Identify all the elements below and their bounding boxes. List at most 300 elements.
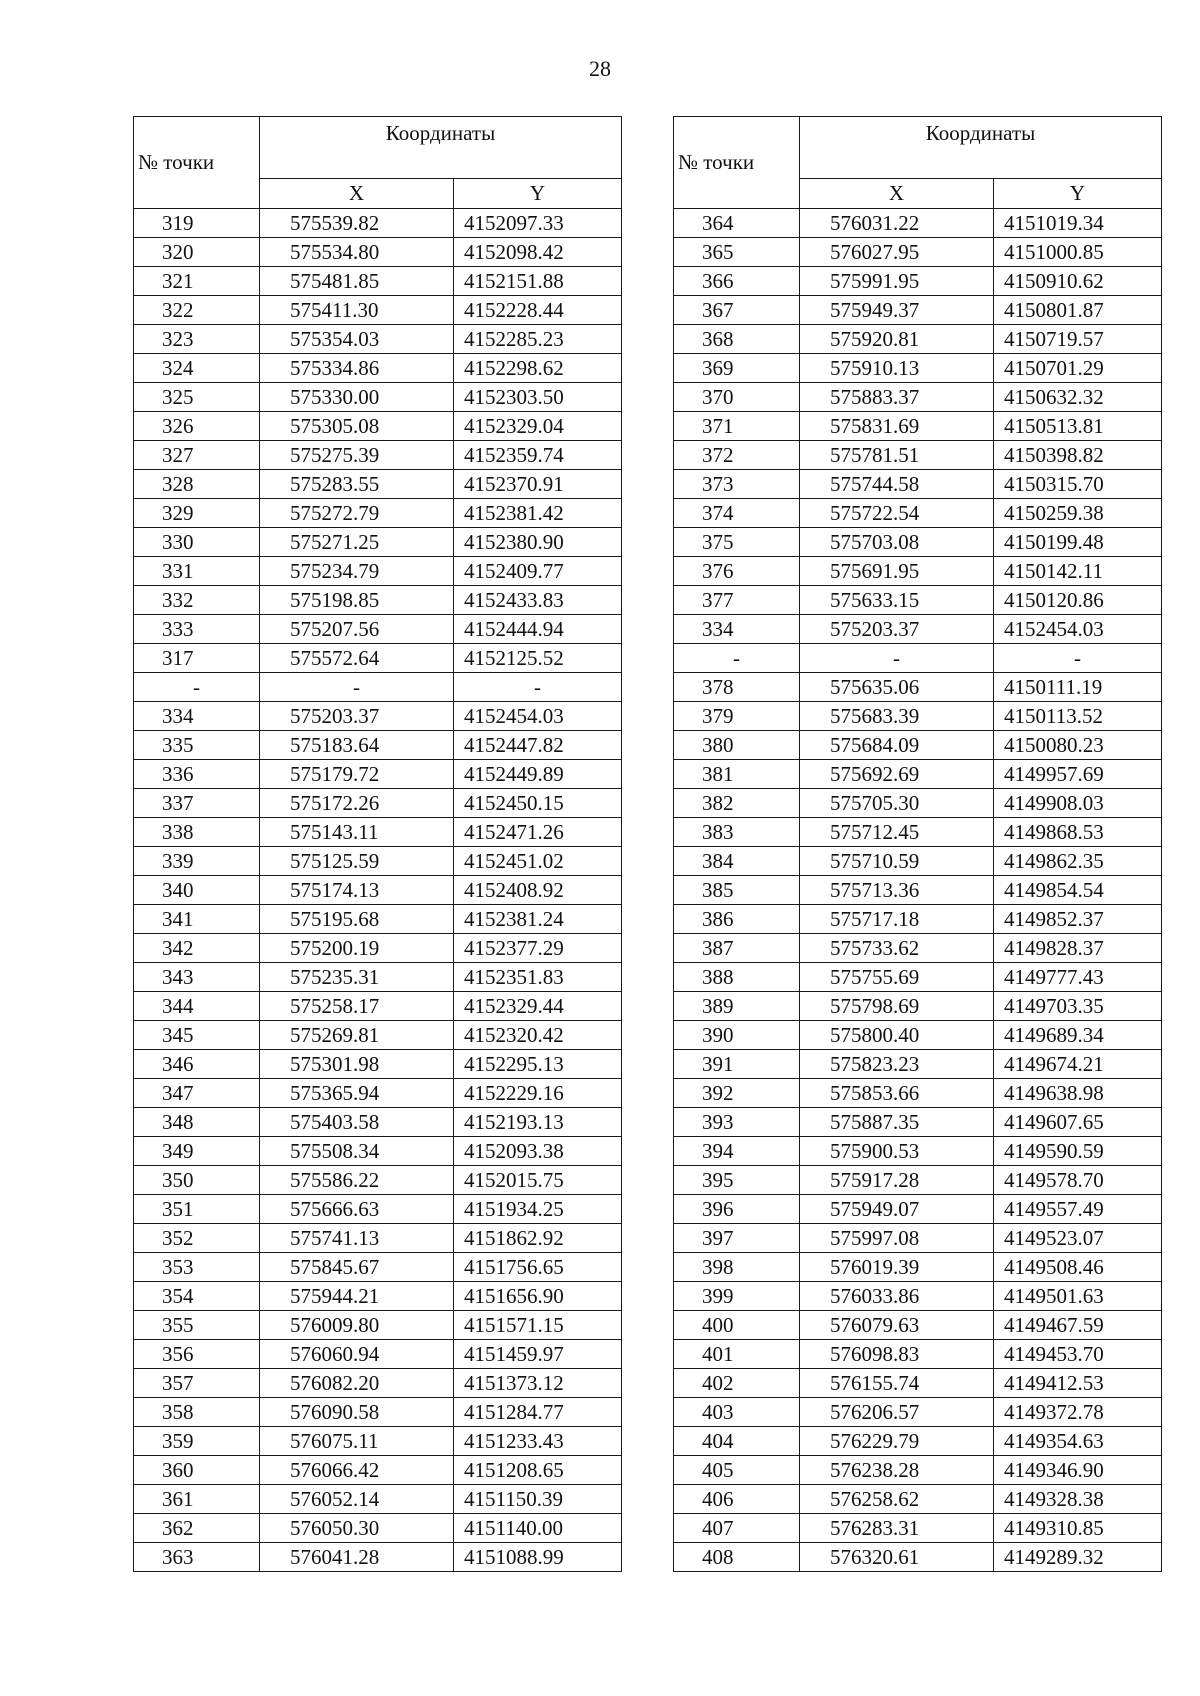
point-number-cell: 394 [674, 1137, 800, 1166]
table-row [674, 963, 1162, 992]
point-number-cell: 381 [674, 760, 800, 789]
table-row [134, 325, 622, 354]
x-coordinate-cell: 575713.36 [800, 876, 994, 905]
y-coordinate-cell: 4152093.38 [454, 1137, 622, 1166]
table-row [674, 702, 1162, 731]
y-coordinate-cell: 4152329.04 [454, 412, 622, 441]
y-coordinate-cell: 4151150.39 [454, 1485, 622, 1514]
point-number-cell: 319 [134, 209, 260, 238]
point-number-cell: 403 [674, 1398, 800, 1427]
y-coordinate-cell: 4152298.62 [454, 354, 622, 383]
point-number-cell: 378 [674, 673, 800, 702]
table-row [674, 1485, 1162, 1514]
table-row [134, 760, 622, 789]
x-coordinate-cell: 576320.61 [800, 1543, 994, 1572]
y-coordinate-cell: 4149590.59 [994, 1137, 1162, 1166]
table-row [134, 1427, 622, 1456]
x-coordinate-cell: 575143.11 [260, 818, 454, 847]
table-row [134, 644, 622, 673]
y-coordinate-cell: 4150315.70 [994, 470, 1162, 499]
table-row [134, 876, 622, 905]
point-number-cell: 371 [674, 412, 800, 441]
y-coordinate-cell: 4149501.63 [994, 1282, 1162, 1311]
x-coordinate-cell: 576066.42 [260, 1456, 454, 1485]
x-coordinate-cell: - [260, 673, 454, 702]
table-row [674, 557, 1162, 586]
point-number-cell: 333 [134, 615, 260, 644]
x-coordinate-cell: 575717.18 [800, 905, 994, 934]
table-row [134, 209, 622, 238]
table-row [674, 470, 1162, 499]
point-number-cell: 330 [134, 528, 260, 557]
point-number-cell: 331 [134, 557, 260, 586]
y-coordinate-cell: 4149777.43 [994, 963, 1162, 992]
point-number-cell: 355 [134, 1311, 260, 1340]
point-number-cell: 370 [674, 383, 800, 412]
point-number-cell: 375 [674, 528, 800, 557]
table-row [134, 1137, 622, 1166]
table-row [674, 325, 1162, 354]
table-row [134, 528, 622, 557]
point-number-cell: 364 [674, 209, 800, 238]
y-coordinate-cell: 4150113.52 [994, 702, 1162, 731]
point-number-cell: 387 [674, 934, 800, 963]
table-row [674, 586, 1162, 615]
point-number-cell: - [674, 644, 800, 673]
x-coordinate-cell: 576041.28 [260, 1543, 454, 1572]
y-coordinate-cell: 4149852.37 [994, 905, 1162, 934]
point-number-cell: 345 [134, 1021, 260, 1050]
x-coordinate-cell: 575283.55 [260, 470, 454, 499]
x-coordinate-cell: 575234.79 [260, 557, 454, 586]
point-number-cell: 323 [134, 325, 260, 354]
y-coordinate-cell: 4152444.94 [454, 615, 622, 644]
table-body-right [674, 209, 1162, 1572]
table-row [134, 296, 622, 325]
point-number-cell: 353 [134, 1253, 260, 1282]
point-number-cell: 343 [134, 963, 260, 992]
y-coordinate-cell: 4151000.85 [994, 238, 1162, 267]
x-coordinate-cell: 575481.85 [260, 267, 454, 296]
y-coordinate-cell: 4149372.78 [994, 1398, 1162, 1427]
y-coordinate-cell: 4152285.23 [454, 325, 622, 354]
table-row [674, 1079, 1162, 1108]
table-row [134, 1543, 622, 1572]
table-row [674, 818, 1162, 847]
table-row [134, 1166, 622, 1195]
point-number-cell: 358 [134, 1398, 260, 1427]
table-row [674, 847, 1162, 876]
x-coordinate-cell: 576258.62 [800, 1485, 994, 1514]
x-coordinate-cell: 575705.30 [800, 789, 994, 818]
x-coordinate-cell: 575633.15 [800, 586, 994, 615]
table-row [674, 499, 1162, 528]
y-coordinate-cell: 4152015.75 [454, 1166, 622, 1195]
x-coordinate-cell: 575365.94 [260, 1079, 454, 1108]
y-coordinate-cell: 4149868.53 [994, 818, 1162, 847]
y-coordinate-cell: 4150199.48 [994, 528, 1162, 557]
table-row [674, 934, 1162, 963]
y-coordinate-cell: 4152359.74 [454, 441, 622, 470]
x-coordinate-cell: 575635.06 [800, 673, 994, 702]
point-number-cell: 399 [674, 1282, 800, 1311]
table-row [674, 1253, 1162, 1282]
y-coordinate-cell: 4151019.34 [994, 209, 1162, 238]
point-number-cell: 392 [674, 1079, 800, 1108]
point-number-cell: 384 [674, 847, 800, 876]
point-number-cell: 334 [674, 615, 800, 644]
x-coordinate-cell: 575203.37 [260, 702, 454, 731]
x-coordinate-cell: 575272.79 [260, 499, 454, 528]
y-coordinate-cell: 4152471.26 [454, 818, 622, 847]
point-number-cell: 335 [134, 731, 260, 760]
point-number-cell: 360 [134, 1456, 260, 1485]
y-coordinate-cell: 4149557.49 [994, 1195, 1162, 1224]
x-coordinate-cell: 576033.86 [800, 1282, 994, 1311]
point-number-cell: 365 [674, 238, 800, 267]
y-coordinate-cell: 4152097.33 [454, 209, 622, 238]
point-number-cell: 372 [674, 441, 800, 470]
x-coordinate-cell: 575703.08 [800, 528, 994, 557]
y-coordinate-cell: 4152151.88 [454, 267, 622, 296]
x-coordinate-cell: 575183.64 [260, 731, 454, 760]
y-coordinate-cell: 4152409.77 [454, 557, 622, 586]
point-number-cell: 346 [134, 1050, 260, 1079]
table-row [674, 528, 1162, 557]
point-number-cell: 391 [674, 1050, 800, 1079]
point-number-cell: 362 [134, 1514, 260, 1543]
x-coordinate-cell: 575944.21 [260, 1282, 454, 1311]
point-number-cell: 349 [134, 1137, 260, 1166]
x-coordinate-cell: 575722.54 [800, 499, 994, 528]
y-coordinate-cell: 4150910.62 [994, 267, 1162, 296]
table-row [674, 1456, 1162, 1485]
y-coordinate-cell: 4149908.03 [994, 789, 1162, 818]
table-row [134, 1311, 622, 1340]
table-row [134, 586, 622, 615]
point-number-cell: 326 [134, 412, 260, 441]
x-coordinate-cell: 575539.82 [260, 209, 454, 238]
table-row [674, 383, 1162, 412]
y-coordinate-cell: 4149354.63 [994, 1427, 1162, 1456]
x-coordinate-cell: 576027.95 [800, 238, 994, 267]
point-number-cell: 408 [674, 1543, 800, 1572]
x-coordinate-cell: 576019.39 [800, 1253, 994, 1282]
point-number-cell: 340 [134, 876, 260, 905]
table-row [674, 1369, 1162, 1398]
x-coordinate-cell: 576283.31 [800, 1514, 994, 1543]
point-number-cell: 366 [674, 267, 800, 296]
x-header: X [260, 179, 454, 209]
table-row [134, 1514, 622, 1543]
point-number-cell: 373 [674, 470, 800, 499]
point-number-cell: - [134, 673, 260, 702]
table-row [674, 1021, 1162, 1050]
x-coordinate-cell: 575666.63 [260, 1195, 454, 1224]
table-row [134, 354, 622, 383]
y-coordinate-cell: 4149467.59 [994, 1311, 1162, 1340]
point-number-cell: 359 [134, 1427, 260, 1456]
table-row [134, 470, 622, 499]
table-row [134, 1021, 622, 1050]
table-row [674, 296, 1162, 325]
y-coordinate-cell: 4151934.25 [454, 1195, 622, 1224]
page-number: 28 [589, 56, 611, 81]
table-row [134, 383, 622, 412]
x-coordinate-cell: 575174.13 [260, 876, 454, 905]
point-number-cell: 374 [674, 499, 800, 528]
y-coordinate-cell: 4151656.90 [454, 1282, 622, 1311]
x-coordinate-cell: 575271.25 [260, 528, 454, 557]
point-number-cell: 382 [674, 789, 800, 818]
y-header: Y [454, 179, 622, 209]
x-coordinate-cell: 575305.08 [260, 412, 454, 441]
coordinates-header: Координаты [260, 117, 622, 179]
x-coordinate-cell: 575203.37 [800, 615, 994, 644]
point-number-cell: 398 [674, 1253, 800, 1282]
x-header: X [800, 179, 994, 209]
table-header-row [674, 117, 1162, 179]
point-number-cell: 380 [674, 731, 800, 760]
x-coordinate-cell: 576075.11 [260, 1427, 454, 1456]
point-number-cell: 322 [134, 296, 260, 325]
point-number-cell: 339 [134, 847, 260, 876]
table-row [134, 238, 622, 267]
table-row [674, 1543, 1162, 1572]
x-coordinate-cell: 575853.66 [800, 1079, 994, 1108]
y-coordinate-cell: 4151571.15 [454, 1311, 622, 1340]
table-row [674, 876, 1162, 905]
x-coordinate-cell: 575207.56 [260, 615, 454, 644]
point-number-cell: 401 [674, 1340, 800, 1369]
y-coordinate-cell: 4149854.54 [994, 876, 1162, 905]
x-coordinate-cell: 575798.69 [800, 992, 994, 1021]
point-number-cell: 352 [134, 1224, 260, 1253]
y-coordinate-cell: 4149412.53 [994, 1369, 1162, 1398]
y-coordinate-cell: - [454, 673, 622, 702]
point-number-cell: 344 [134, 992, 260, 1021]
x-coordinate-cell: 576009.80 [260, 1311, 454, 1340]
table-row [674, 1514, 1162, 1543]
y-coordinate-cell: - [994, 644, 1162, 673]
y-coordinate-cell: 4150513.81 [994, 412, 1162, 441]
point-number-cell: 400 [674, 1311, 800, 1340]
table-row [674, 615, 1162, 644]
table-row [134, 731, 622, 760]
x-coordinate-cell: 575586.22 [260, 1166, 454, 1195]
table-row [134, 499, 622, 528]
y-coordinate-cell: 4150632.32 [994, 383, 1162, 412]
x-coordinate-cell: 576206.57 [800, 1398, 994, 1427]
x-coordinate-cell: 575744.58 [800, 470, 994, 499]
y-coordinate-cell: 4152454.03 [994, 615, 1162, 644]
table-row [674, 1195, 1162, 1224]
y-coordinate-cell: 4152377.29 [454, 934, 622, 963]
table-row [674, 1108, 1162, 1137]
x-coordinate-cell: 576052.14 [260, 1485, 454, 1514]
x-coordinate-cell: 575235.31 [260, 963, 454, 992]
point-number-cell: 376 [674, 557, 800, 586]
table-row [674, 1311, 1162, 1340]
table-row [674, 789, 1162, 818]
point-number-cell: 328 [134, 470, 260, 499]
y-coordinate-cell: 4150719.57 [994, 325, 1162, 354]
x-coordinate-cell: 575883.37 [800, 383, 994, 412]
x-coordinate-cell: 575710.59 [800, 847, 994, 876]
point-number-cell: 327 [134, 441, 260, 470]
point-number-cell: 347 [134, 1079, 260, 1108]
table-row [134, 1079, 622, 1108]
point-number-cell: 336 [134, 760, 260, 789]
y-coordinate-cell: 4152329.44 [454, 992, 622, 1021]
table-row [134, 847, 622, 876]
y-coordinate-cell: 4150398.82 [994, 441, 1162, 470]
x-coordinate-cell: 575683.39 [800, 702, 994, 731]
point-number-cell: 367 [674, 296, 800, 325]
x-coordinate-cell: 575172.26 [260, 789, 454, 818]
x-coordinate-cell: 575917.28 [800, 1166, 994, 1195]
point-number-cell: 397 [674, 1224, 800, 1253]
y-coordinate-cell: 4151140.00 [454, 1514, 622, 1543]
x-coordinate-cell: 575354.03 [260, 325, 454, 354]
y-coordinate-cell: 4152125.52 [454, 644, 622, 673]
point-number-cell: 395 [674, 1166, 800, 1195]
point-number-cell: 329 [134, 499, 260, 528]
x-coordinate-cell: 575997.08 [800, 1224, 994, 1253]
table-row [134, 673, 622, 702]
y-coordinate-cell: 4150120.86 [994, 586, 1162, 615]
point-number-cell: 377 [674, 586, 800, 615]
table-header-row [134, 117, 622, 179]
x-coordinate-cell: 576155.74 [800, 1369, 994, 1398]
x-coordinate-cell: 575301.98 [260, 1050, 454, 1079]
table-row [134, 1195, 622, 1224]
table-row [674, 441, 1162, 470]
x-coordinate-cell: 575534.80 [260, 238, 454, 267]
point-number-cell: 379 [674, 702, 800, 731]
point-number-cell: 317 [134, 644, 260, 673]
x-coordinate-cell: 575572.64 [260, 644, 454, 673]
coordinates-table-left [133, 116, 622, 1572]
point-number-cell: 402 [674, 1369, 800, 1398]
table-row [674, 1224, 1162, 1253]
point-number-cell: 406 [674, 1485, 800, 1514]
y-coordinate-cell: 4150111.19 [994, 673, 1162, 702]
x-coordinate-cell: 575900.53 [800, 1137, 994, 1166]
x-coordinate-cell: 576060.94 [260, 1340, 454, 1369]
y-coordinate-cell: 4149508.46 [994, 1253, 1162, 1282]
x-coordinate-cell: 575269.81 [260, 1021, 454, 1050]
y-coordinate-cell: 4149862.35 [994, 847, 1162, 876]
point-number-cell: 361 [134, 1485, 260, 1514]
table-row [134, 702, 622, 731]
table-row [674, 905, 1162, 934]
x-coordinate-cell: 575910.13 [800, 354, 994, 383]
x-coordinate-cell: 575831.69 [800, 412, 994, 441]
y-coordinate-cell: 4149828.37 [994, 934, 1162, 963]
point-number-cell: 350 [134, 1166, 260, 1195]
point-number-cell: 354 [134, 1282, 260, 1311]
x-coordinate-cell: 575845.67 [260, 1253, 454, 1282]
y-coordinate-cell: 4152447.82 [454, 731, 622, 760]
y-coordinate-cell: 4149703.35 [994, 992, 1162, 1021]
x-coordinate-cell: 575692.69 [800, 760, 994, 789]
x-coordinate-cell: 576079.63 [800, 1311, 994, 1340]
table-row [674, 644, 1162, 673]
x-coordinate-cell: 576229.79 [800, 1427, 994, 1456]
table-row [134, 615, 622, 644]
y-coordinate-cell: 4152450.15 [454, 789, 622, 818]
y-coordinate-cell: 4152229.16 [454, 1079, 622, 1108]
point-number-cell: 341 [134, 905, 260, 934]
coordinates-header: Координаты [800, 117, 1162, 179]
y-coordinate-cell: 4149578.70 [994, 1166, 1162, 1195]
x-coordinate-cell: 575330.00 [260, 383, 454, 412]
table-row [674, 209, 1162, 238]
x-coordinate-cell: 575823.23 [800, 1050, 994, 1079]
x-coordinate-cell: 575200.19 [260, 934, 454, 963]
y-coordinate-cell: 4152228.44 [454, 296, 622, 325]
table-row [674, 1166, 1162, 1195]
point-number-cell: 389 [674, 992, 800, 1021]
table-row [674, 1050, 1162, 1079]
y-coordinate-cell: 4152449.89 [454, 760, 622, 789]
x-coordinate-cell: 575334.86 [260, 354, 454, 383]
point-number-cell: 325 [134, 383, 260, 412]
y-coordinate-cell: 4152303.50 [454, 383, 622, 412]
point-number-cell: 321 [134, 267, 260, 296]
table-row [134, 557, 622, 586]
table-row [134, 1398, 622, 1427]
table-row [134, 963, 622, 992]
x-coordinate-cell: 575800.40 [800, 1021, 994, 1050]
x-coordinate-cell: 575781.51 [800, 441, 994, 470]
table-row [134, 905, 622, 934]
y-coordinate-cell: 4152295.13 [454, 1050, 622, 1079]
x-coordinate-cell: 575275.39 [260, 441, 454, 470]
y-coordinate-cell: 4150259.38 [994, 499, 1162, 528]
y-coordinate-cell: 4152451.02 [454, 847, 622, 876]
table-row [134, 1224, 622, 1253]
x-coordinate-cell: 575125.59 [260, 847, 454, 876]
point-number-cell: 363 [134, 1543, 260, 1572]
x-coordinate-cell: 575733.62 [800, 934, 994, 963]
y-coordinate-cell: 4149289.32 [994, 1543, 1162, 1572]
table-row [134, 1456, 622, 1485]
y-coordinate-cell: 4149689.34 [994, 1021, 1162, 1050]
table-row [134, 992, 622, 1021]
table-row [674, 1427, 1162, 1456]
table-row [134, 818, 622, 847]
y-coordinate-cell: 4152408.92 [454, 876, 622, 905]
x-coordinate-cell: 575684.09 [800, 731, 994, 760]
x-coordinate-cell: 575712.45 [800, 818, 994, 847]
table-row [134, 1108, 622, 1137]
y-coordinate-cell: 4149523.07 [994, 1224, 1162, 1253]
point-number-cell: 332 [134, 586, 260, 615]
x-coordinate-cell: 575411.30 [260, 296, 454, 325]
point-number-cell: 388 [674, 963, 800, 992]
x-coordinate-cell: 575195.68 [260, 905, 454, 934]
point-number-header: № точки [134, 117, 260, 209]
point-number-cell: 386 [674, 905, 800, 934]
point-number-cell: 383 [674, 818, 800, 847]
table-row [674, 354, 1162, 383]
y-coordinate-cell: 4150080.23 [994, 731, 1162, 760]
x-coordinate-cell: 576090.58 [260, 1398, 454, 1427]
y-coordinate-cell: 4152370.91 [454, 470, 622, 499]
point-number-cell: 338 [134, 818, 260, 847]
